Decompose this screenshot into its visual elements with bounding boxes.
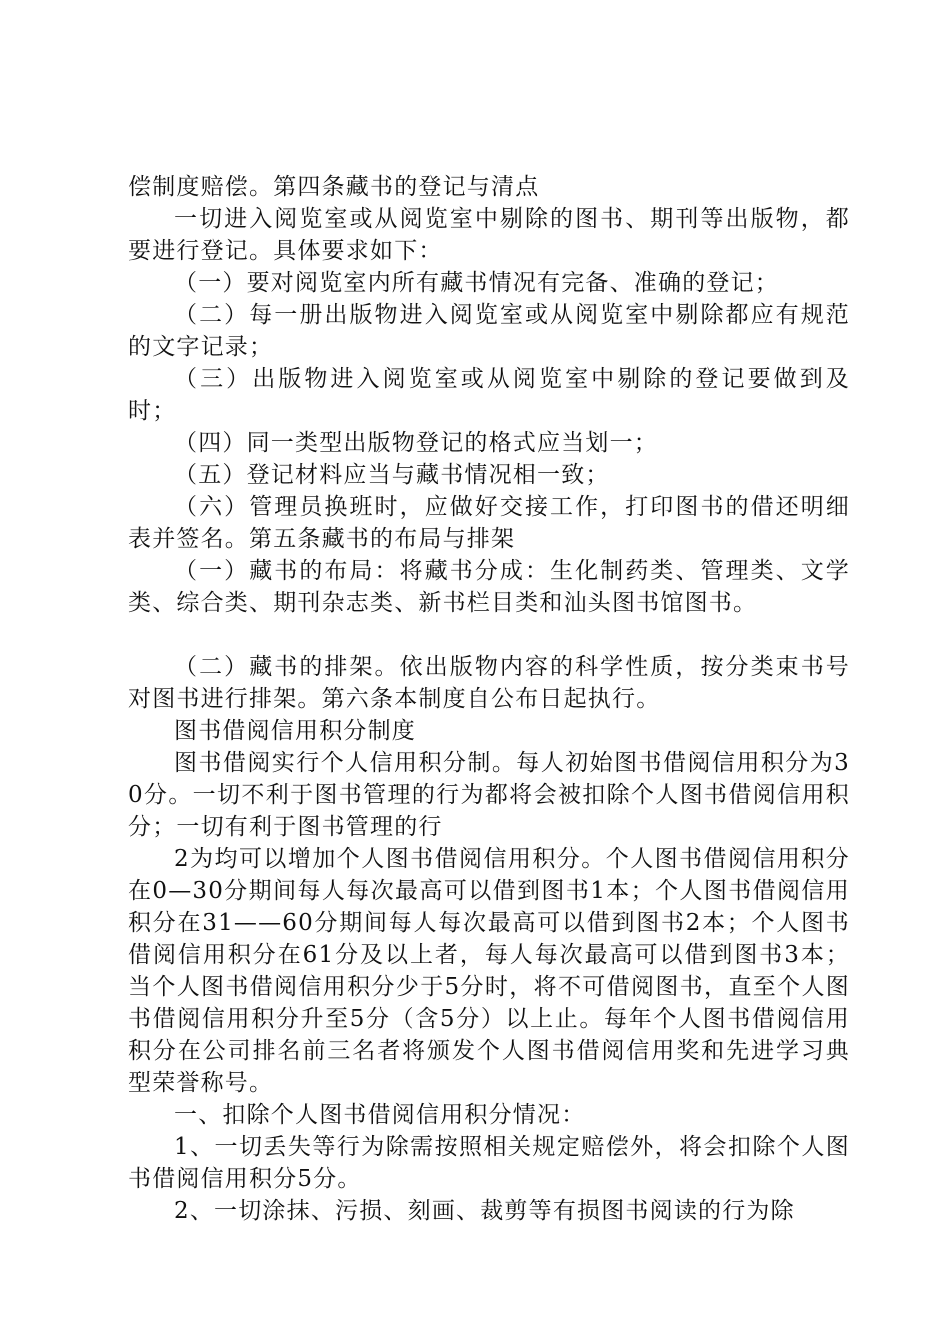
document-body	[128, 171, 850, 1227]
paragraph: 一、扣除个人图书借阅信用积分情况：	[174, 1102, 586, 1128]
paragraph: 1、一切丢失等行为除需按照相关规定赔偿外，将会扣除个人图书借阅信用积分5分。	[128, 1134, 850, 1192]
paragraph: （二）每一册出版物进入阅览室或从阅览室中剔除都应有规范的文字记录；	[128, 302, 850, 360]
paragraph: 2为均可以增加个人图书借阅信用积分。个人图书借阅信用积分在0—30分期间每人每次最高可以借到图书1本；个人图书借阅信用积分在31——60分期间每人每次最高可以借到图书2本；个人图书借阅信用积分在61分及以上者，每人每次最高可以借到图书3本；当个人图书借阅信用积分少于5分时，将不可借阅图书，直至个人图书借阅信用积分升至5分（含5分）以上止。每年个人图书借阅信用积分在公司排名前三名者将颁发个人图书借阅信用奖和先进学习典型荣誉称号。	[128, 846, 850, 1096]
paragraph: 图书借阅实行个人信用积分制。每人初始图书借阅信用积分为30分。一切不利于图书管理的行为都将会被扣除个人图书借阅信用积分；一切有利于图书管理的行	[128, 750, 850, 840]
paragraph: （一）藏书的布局：将藏书分成：生化制药类、管理类、文学类、综合类、期刊杂志类、新书栏目类和汕头图书馆图书。	[128, 558, 850, 616]
paragraph: （六）管理员换班时，应做好交接工作，打印图书的借还明细表并签名。第五条藏书的布局与排架	[128, 494, 850, 552]
section-title: 图书借阅信用积分制度	[174, 718, 416, 744]
paragraph: （四）同一类型出版物登记的格式应当划一；	[174, 430, 658, 456]
paragraph: 偿制度赔偿。第四条藏书的登记与清点	[128, 174, 540, 200]
paragraph: 一切进入阅览室或从阅览室中剔除的图书、期刊等出版物，都要进行登记。具体要求如下：	[128, 206, 850, 264]
paragraph: （三）出版物进入阅览室或从阅览室中剔除的登记要做到及时；	[128, 366, 850, 424]
paragraph: （五）登记材料应当与藏书情况相一致；	[174, 462, 610, 488]
paragraph: （一）要对阅览室内所有藏书情况有完备、准确的登记；	[174, 270, 779, 296]
paragraph: （二）藏书的排架。依出版物内容的科学性质，按分类束书号对图书进行排架。第六条本制度自公布日起执行。	[128, 654, 850, 712]
paragraph: 2、一切涂抹、污损、刻画、裁剪等有损图书阅读的行为除	[174, 1198, 795, 1224]
